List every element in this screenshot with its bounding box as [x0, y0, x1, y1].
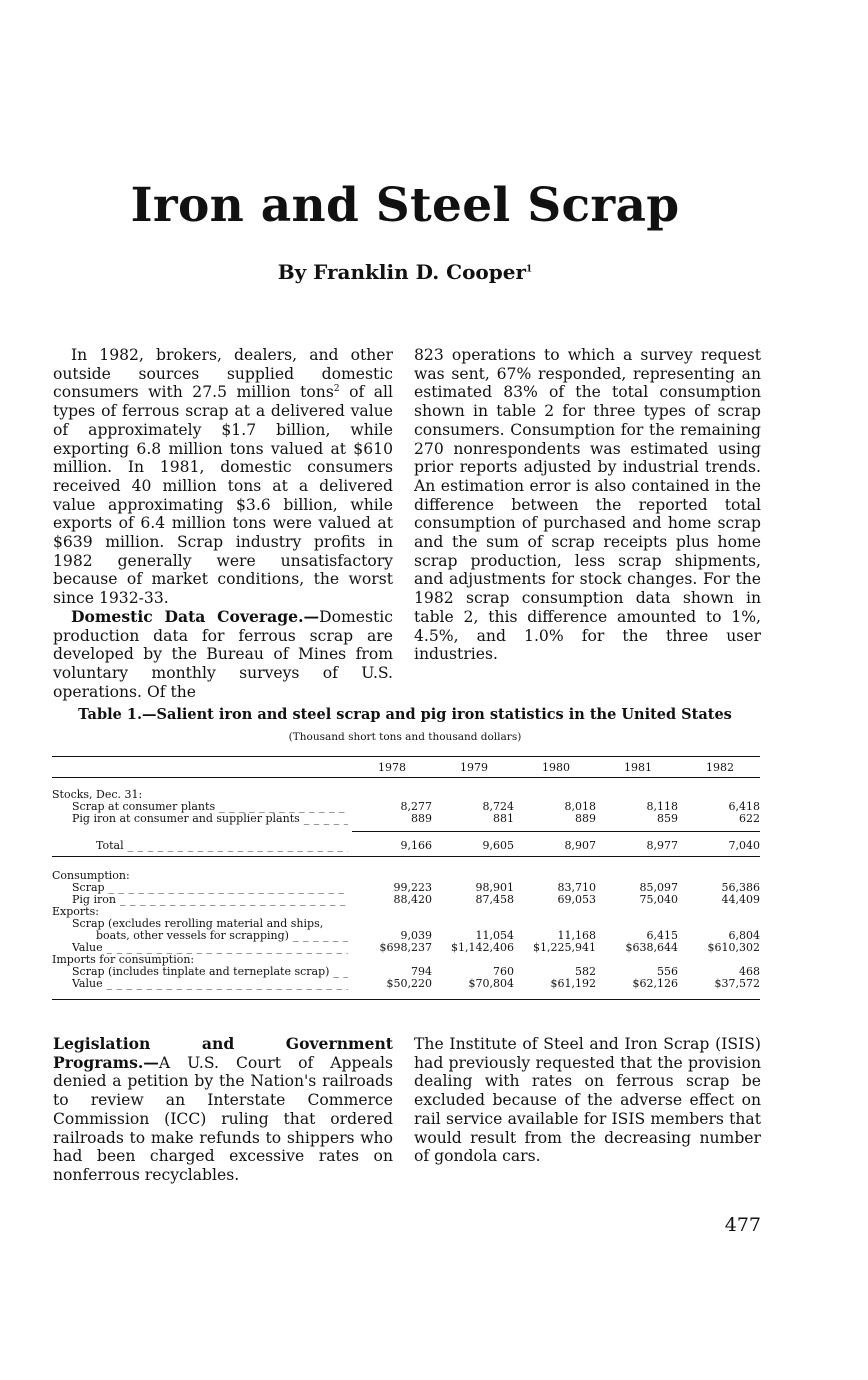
year-header: 1981: [624, 761, 652, 774]
row-label: Value _ _ _: [72, 978, 348, 990]
cell-1980: 582: [575, 965, 596, 978]
intro-text-b: of all types of ferrous scrap at a delivered value of approximately $1.7 billion, while exporting 6.8 million tons valued at $610 million. In 1981, domestic consumers received 40 million tons at a delivered value approximating $3.6 billion, while exports of 6.4 million tons were valued at $639 million. Scrap industry profits in 1982 generally were unsatisfactory because of market conditions, the worst since 1932-33.: [53, 383, 393, 608]
cell-1982: 622: [739, 812, 760, 825]
article-title: Iron and Steel Scrap: [130, 178, 680, 233]
row-label: Scrap _ _ _: [72, 882, 348, 894]
cell-1981: $638,644: [625, 941, 678, 954]
cell-1978: 9,166: [400, 839, 432, 852]
year-header: 1978: [378, 761, 406, 774]
cell-1980: 8,018: [564, 800, 596, 813]
footnote-marker-2: 2: [333, 384, 340, 395]
cell-1979: 8,724: [482, 800, 514, 813]
row-label: Scrap (excludes rerolling material and ships,: [72, 918, 324, 930]
cell-1980: 11,168: [557, 929, 596, 942]
cell-1980: 83,710: [557, 881, 596, 894]
cell-1982: 6,804: [728, 929, 760, 942]
table-bottom-rule: [52, 999, 760, 1000]
row-label: Stocks, Dec. 31:: [52, 789, 143, 801]
cell-1978: 9,039: [400, 929, 432, 942]
cell-1980: 889: [575, 812, 596, 825]
cell-1982: $37,572: [714, 977, 760, 990]
cell-1982: 6,418: [728, 800, 760, 813]
cell-1978: $50,220: [386, 977, 432, 990]
cell-1981: $62,126: [632, 977, 678, 990]
coverage-text: Domestic production data for ferrous scrap are developed by the Bureau of Mines from voluntary monthly surveys of U.S. operations. Of the: [53, 607, 393, 701]
author-footnote-marker: 1: [526, 264, 533, 275]
table-subtitle: (Thousand short tons and thousand dollars): [288, 731, 522, 743]
subtotal-rule: [352, 831, 760, 832]
byline: [0, 260, 810, 284]
coverage-continued-paragraph: 823 operations to which a survey request was sent, 67% responded, representing an estimated 83% of the total consumption shown in table 2 for three types of scrap consumers. Consumption for the remaining 270 nonrespondents was estimated using prior reports adjusted by industrial trends. An estimation error is also contained in the difference between the reported total consumption of purchased and home scrap and the sum of scrap receipts plus home scrap production, less scrap shipments, and adjustments for stock changes. For the 1982 scrap consumption data shown in table 2, this difference amounted to 1%, 4.5%, and 1.0% for the three user industries.: [414, 346, 761, 664]
cell-1981: 8,118: [646, 800, 678, 813]
page-number: 477: [724, 1214, 761, 1236]
cell-1981: 556: [657, 965, 678, 978]
cell-1978: 889: [411, 812, 432, 825]
right-column: [414, 346, 761, 664]
year-header: 1980: [542, 761, 570, 774]
legislation-text: A U.S. Court of Appeals denied a petition by the Nation's railroads to review an Interstate Commerce Commission (ICC) ruling that ordered railroads to make refunds to shippers who had been charged excessive rates on nonferrous recyclables.: [53, 1053, 393, 1184]
cell-1980: $61,192: [550, 977, 596, 990]
row-label: boats, other vessels for scrapping) _ _ _: [96, 930, 348, 942]
cell-1979: 760: [493, 965, 514, 978]
isis-paragraph: The Institute of Steel and Iron Scrap (ISIS) had previously requested that the provision dealing with rates on ferrous scrap be excluded because of the adverse effect on rail service available for ISIS members that would result from the decreasing number of gondola cars.: [414, 1035, 761, 1166]
legislation-heading: Legislation and Government Programs.—: [53, 1034, 393, 1072]
intro-paragraph: [53, 346, 393, 608]
table-row: [52, 801, 760, 813]
cell-1981: 8,977: [646, 839, 678, 852]
author-name: By Franklin D. Cooper: [277, 260, 527, 284]
cell-1979: $1,142,406: [451, 941, 514, 954]
table-row: [52, 813, 760, 825]
row-label: Value _ _ _: [72, 942, 348, 954]
cell-1979: $70,804: [468, 977, 514, 990]
cell-1982: 44,409: [721, 893, 760, 906]
isis-column: [414, 1035, 761, 1166]
cell-1981: 75,040: [639, 893, 678, 906]
legislation-paragraph: [53, 1035, 393, 1185]
row-label: Consumption:: [52, 870, 130, 882]
cell-1981: 85,097: [639, 881, 678, 894]
cell-1979: 11,054: [475, 929, 514, 942]
cell-1980: 69,053: [557, 893, 596, 906]
cell-1982: 7,040: [728, 839, 760, 852]
cell-1980: $1,225,941: [533, 941, 596, 954]
row-label: Total _ _ _: [96, 840, 348, 852]
year-header: 1979: [460, 761, 488, 774]
left-column: [53, 346, 393, 701]
row-label: Imports for consumption:: [52, 954, 195, 966]
cell-1979: 98,901: [475, 881, 514, 894]
cell-1980: 8,907: [564, 839, 596, 852]
cell-1978: $698,237: [379, 941, 432, 954]
row-label: Exports:: [52, 906, 99, 918]
row-label: Scrap (includes tinplate and terneplate scrap) _ _ _: [72, 966, 348, 978]
cell-1978: 88,420: [393, 893, 432, 906]
table-row: [52, 906, 760, 918]
intro-text-a: In 1982, brokers, dealers, and other outside sources supplied domestic consumers with 27.5 million tons: [53, 346, 393, 402]
cell-1979: 881: [493, 812, 514, 825]
cell-1982: $610,302: [707, 941, 760, 954]
table-header-rule: [52, 777, 760, 778]
total-rule: [52, 856, 760, 857]
table-top-rule: [52, 756, 760, 757]
coverage-heading: Domestic Data Coverage.—: [71, 606, 320, 626]
table-header-row: [52, 762, 760, 774]
table-row: [52, 942, 760, 954]
cell-1982: 56,386: [721, 881, 760, 894]
row-label: Pig iron _ _ _: [72, 894, 348, 906]
table-row: [52, 840, 760, 852]
cell-1981: 6,415: [646, 929, 678, 942]
cell-1978: 794: [411, 965, 432, 978]
table-row: [52, 954, 760, 966]
coverage-paragraph: [53, 608, 393, 702]
cell-1982: 468: [739, 965, 760, 978]
year-header: 1982: [706, 761, 734, 774]
cell-1978: 8,277: [400, 800, 432, 813]
cell-1979: 87,458: [475, 893, 514, 906]
table-row: [52, 978, 760, 990]
row-label: Scrap at consumer plants _ _ _: [72, 801, 348, 813]
cell-1979: 9,605: [482, 839, 514, 852]
legislation-column: [53, 1035, 393, 1185]
cell-1981: 859: [657, 812, 678, 825]
row-label: Pig iron at consumer and supplier plants _ _ _: [72, 813, 348, 825]
cell-1978: 99,223: [393, 881, 432, 894]
table-title: Table 1.—Salient iron and steel scrap and pig iron statistics in the United States: [78, 706, 732, 723]
table-row: [52, 894, 760, 906]
